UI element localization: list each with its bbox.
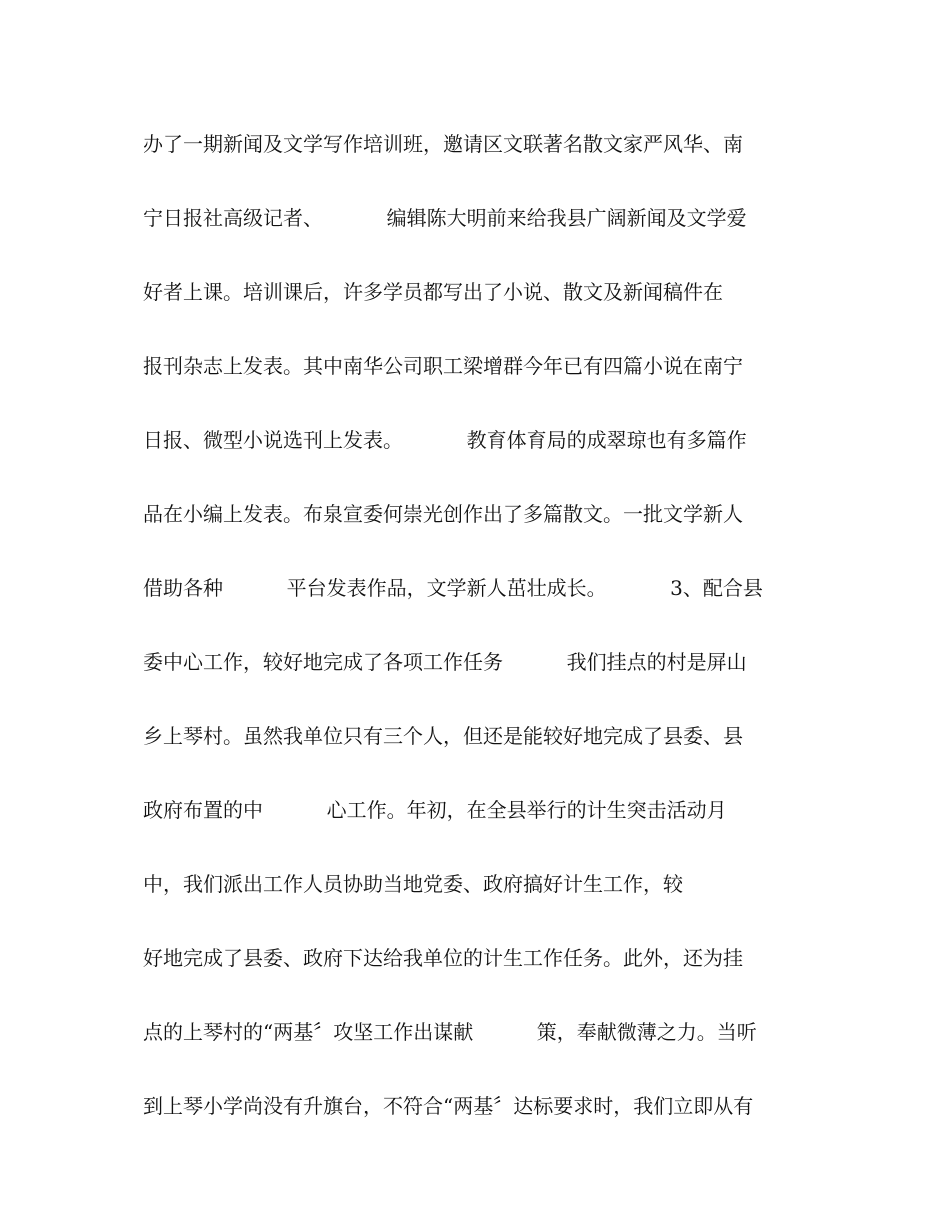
text-line: 宁日报社高级记者、 编辑陈大明前来给我县广阔新闻及文学爱 xyxy=(143,206,747,230)
text-line: 报刊杂志上发表。其中南华公司职工梁增群今年已有四篇小说在南宁 xyxy=(143,354,743,378)
text-line: 点的上琴村的“两基〞攻坚工作出谋献 策，奉献微薄之力。当听 xyxy=(143,1020,757,1044)
text-line: 政府布置的中 心工作。年初，在全县举行的计生突击活动月 xyxy=(143,798,727,822)
text-line: 办了一期新闻及文学写作培训班，邀请区文联著名散文家严风华、南 xyxy=(143,132,743,156)
text-line: 好者上课。培训课后，许多学员都写出了小说、散文及新闻稿件在 xyxy=(143,280,723,304)
text-line: 品在小编上发表。布泉宣委何崇光创作出了多篇散文。一批文学新人 xyxy=(143,502,743,526)
text-line: 借助各种 平台发表作品，文学新人茁壮成长。 3、配合县 xyxy=(143,576,763,600)
text-line: 乡上琴村。虽然我单位只有三个人，但还是能较好地完成了县委、县 xyxy=(143,724,743,748)
text-line: 到上琴小学尚没有升旗台，不符合“两基〞达标要求时，我们立即从有 xyxy=(143,1094,754,1118)
text-line: 日报、微型小说选刊上发表。 教育体育局的成翠琼也有多篇作 xyxy=(143,428,747,452)
text-line: 好地完成了县委、政府下达给我单位的计生工作任务。此外，还为挂 xyxy=(143,946,743,970)
text-line: 委中心工作，较好地完成了各项工作任务 我们挂点的村是屏山 xyxy=(143,650,747,674)
text-line: 中，我们派出工作人员协助当地党委、政府搞好计生工作，较 xyxy=(143,872,683,896)
